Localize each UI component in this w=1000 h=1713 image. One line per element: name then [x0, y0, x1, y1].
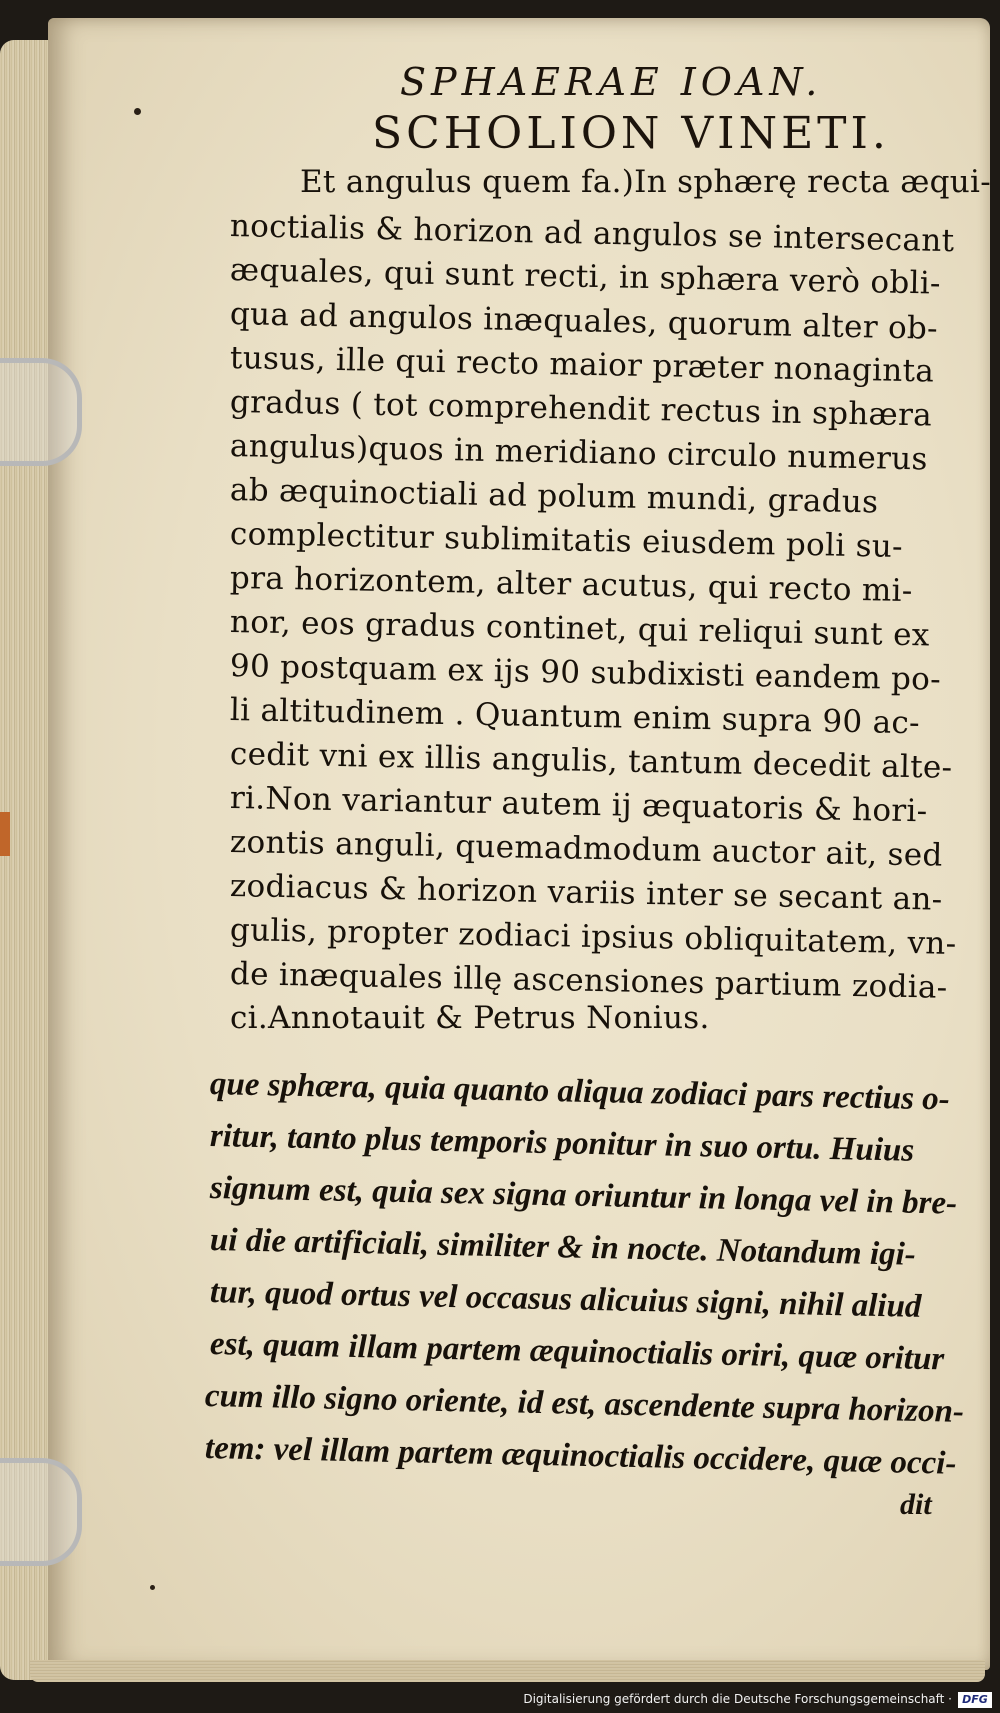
scholion-line: gulis, propter zodiaci ipsius obliquitatem, vn- — [229, 912, 957, 962]
scholion-line: tusus, ille qui recto maior præter nonaginta — [229, 340, 935, 390]
footer-credit: Digitalisierung gefördert durch die Deutsche Forschungsgemeinschaft · — [523, 1692, 952, 1706]
text-line: est, quam illam partem æquinoctialis oriri, quæ oritur — [209, 1326, 945, 1378]
digitization-footer — [0, 1690, 1000, 1713]
text-line: que sphæra, quia quanto aliqua zodiaci pars rectius o- — [209, 1066, 951, 1118]
catchword: dit — [900, 1488, 932, 1521]
text-line: cum illo signo oriente, id est, ascendente supra horizon- — [204, 1378, 965, 1430]
scholion-line: pra horizontem, alter acutus, qui recto mi- — [229, 560, 913, 610]
ribbon-marker — [0, 812, 10, 856]
scholion-line: complectitur sublimitatis eiusdem poli su- — [229, 516, 904, 565]
scholion-line: 90 postquam ex ijs 90 subdixisti eandem po- — [229, 648, 942, 698]
scholion-line: Et angulus quem fa.)In sphærę recta æqui- — [300, 164, 992, 200]
scholion-line: qua ad angulos inæquales, quorum alter ob- — [229, 296, 939, 347]
text-line: ui die artificiali, similiter & in nocte. Notandum igi- — [209, 1222, 917, 1273]
scholion-line: li altitudinem . Quantum enim supra 90 ac- — [229, 692, 921, 742]
scholion-line: æquales, qui sunt recti, in sphæra verò obli- — [229, 252, 942, 302]
ink-speck — [134, 108, 141, 115]
dfg-logo-icon: DFG — [958, 1692, 992, 1708]
page-edges-bottom — [30, 1660, 985, 1682]
book-clip-icon — [0, 358, 82, 466]
text-line: signum est, quia sex signa oriuntur in longa vel in bre- — [209, 1170, 958, 1222]
scholion-line: angulus)quos in meridiano circulo numerus — [229, 428, 929, 478]
scholion-line: zodiacus & horizon variis inter se secant an- — [229, 868, 943, 918]
text-line: ritur, tanto plus temporis ponitur in suo ortu. Huius — [209, 1118, 915, 1169]
scholion-line: ab æquinoctiali ad polum mundi, gradus — [229, 472, 879, 521]
scholion-line: de inæquales illę ascensiones partium zodia- — [229, 956, 948, 1006]
scholion-line: gradus ( tot comprehendit rectus in sphæra — [229, 384, 933, 434]
scholion-line: zontis anguli, quemadmodum auctor ait, sed — [229, 824, 943, 874]
scholion-line: noctialis & horizon ad angulos se intersecant — [229, 208, 955, 260]
text-line: tem: vel illam partem æquinoctialis occidere, quæ occi- — [204, 1430, 957, 1482]
section-title: SCHOLION VINETI. — [372, 108, 890, 159]
scholion-line: ri.Non variantur autem ij æquatoris & hori- — [229, 780, 928, 830]
ink-speck — [150, 1585, 155, 1590]
running-head: SPHAERAE IOAN. — [400, 60, 823, 104]
scholion-line: ci.Annotauit & Petrus Nonius. — [230, 1000, 710, 1036]
scholion-line: cedit vni ex illis angulis, tantum decedit alte- — [229, 736, 953, 786]
book-clip-icon — [0, 1458, 82, 1566]
text-line: tur, quod ortus vel occasus alicuius signi, nihil aliud — [209, 1274, 922, 1325]
scholion-line: nor, eos gradus continet, qui reliqui sunt ex — [229, 604, 930, 654]
